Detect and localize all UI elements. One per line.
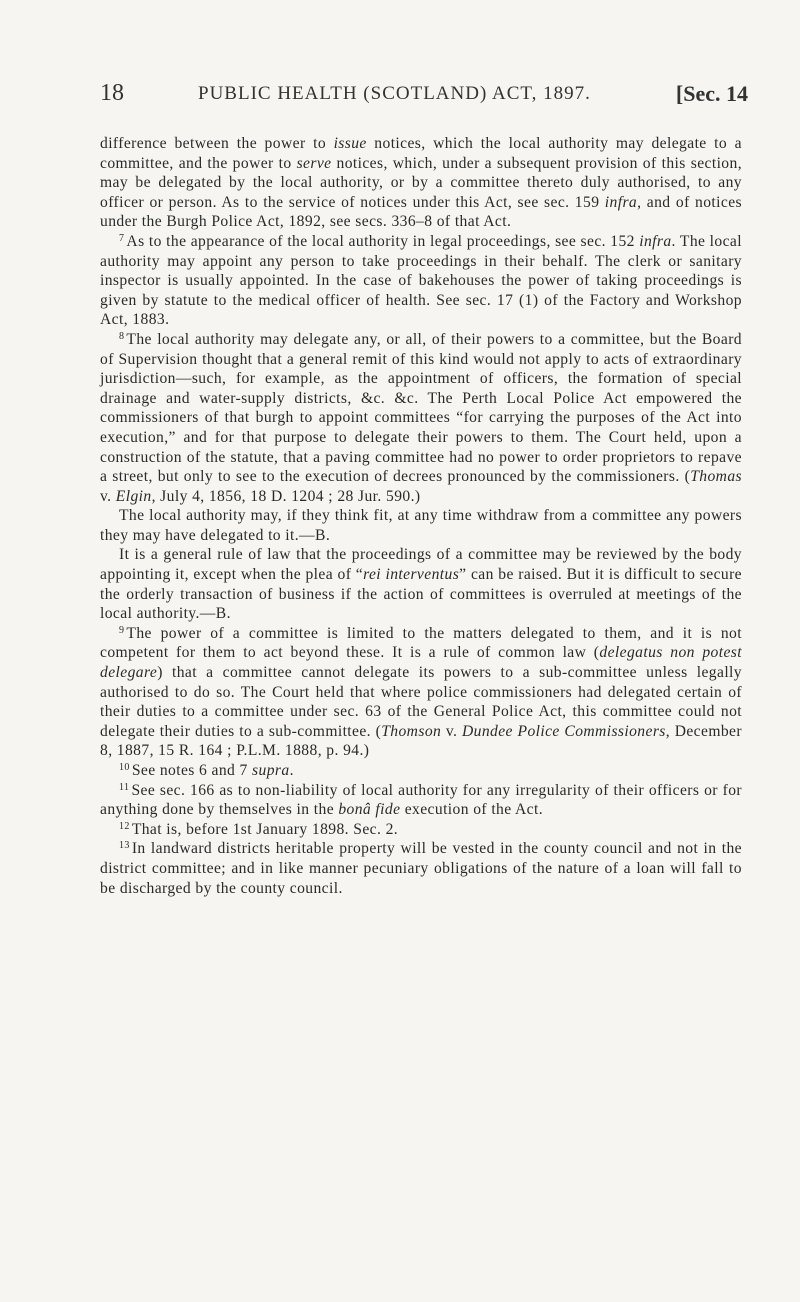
footnote-13: $^{13}$ In landward districts heritable property will be vested in the county council and not in the district committee; and in like manner pecuniary obligations of the nature of a loan will fall to be discharged by the county council. [100, 840, 742, 897]
footnote-12: $^{12}$ That is, before 1st January 1898. Sec. 2. [119, 820, 399, 838]
paragraph-continuation: difference between the power to issue notices, which the local authority may delegate to a committee, and the power to serve notices, which, under a subsequent provision of this section, may be delegated by the local authority, or by a committee thereto duly authorised, to any officer or person. As to the service of notices under this Act, see sec. 159 infra, and of notices under the Burgh Police Act, 1892, see secs. 336–8 of that Act. [100, 135, 742, 231]
note-marker: 13 [119, 840, 130, 852]
note-marker: 10 [119, 762, 130, 773]
footnote-9: $^9$ The power of a committee is limited to the matters delegated to them, and it is not competent for them to act beyond these. It is a rule of common law (delegatus non potest delegare) that a committee cannot delegate its powers to a sub-committee unless legally authorised to do so. The Court held that where police commissioners had delegated certain of their duties to a committee under sec. 63 of the General Police Act, this committee could not delegate their duties to a sub-committee. (Thomson v. Dundee Police Commissioners, December 8, 1887, 15 R. 164 ; P.L.M. 1888, p. 94.) [100, 624, 742, 760]
note-marker: 9 [119, 624, 125, 636]
footnote-10: $^{10}$ See notes 6 and 7 supra. [119, 762, 294, 779]
footnote-11: $^{11}$ See sec. 166 as to non-liability of local authority for any irregularity of their officers or for anything done by themselves in the bonâ fide execution of the Act. [100, 781, 742, 819]
paragraph: It is a general rule of law that the proceedings of a committee may be reviewed by the body appointing it, except when the plea of “rei interventus” can be raised. But it is difficult to secure the orderly transaction of business if the action of committees is overruled at meetings of the local authority.—B. [100, 546, 742, 623]
section-reference: [Sec. 14 [675, 81, 748, 106]
footnote-8: $^8$ The local authority may delegate any, or all, of their powers to a committee, but the Board of Supervision thought that a general remit of this kind would not apply to acts of extraordinary jurisdiction—such, for example, as the appointment of officers, the formation of special drainage and water-supply districts, &c. &c. The Perth Local Police Act empowered the commissioners of that burgh to appoint committees “for carrying the purposes of the Act into execution,” and for that purpose to delegate their powers to them. The Court held, upon a construction of the statute, that a paving committee had no power to order proprietors to repave a street, but only to see to the execution of decrees pronounced by the commissioners. (Thomas v. Elgin, July 4, 1856, 18 D. 1204 ; 28 Jur. 590.) [100, 330, 742, 505]
page-header [100, 80, 748, 114]
running-title: PUBLIC HEALTH (SCOTLAND) ACT, 1897. [198, 83, 591, 104]
footnotes-body [100, 134, 742, 898]
note-marker: 11 [119, 781, 130, 793]
note-marker: 7 [119, 232, 125, 244]
page-number: 18 [100, 80, 124, 106]
note-marker: 8 [119, 330, 125, 342]
footnote-7: $^7$ As to the appearance of the local authority in legal proceedings, see sec. 152 infra. The local authority may appoint any person to take proceedings in their behalf. The clerk or sanitary inspector is usually appointed. In the case of bakehouses the power of taking proceedings is given by statute to the medical officer of health. See sec. 17 (1) of the Factory and Workshop Act, 1883. [100, 232, 742, 329]
paragraph: The local authority may, if they think fit, at any time withdraw from a committee any powers they may have delegated to it.—B. [100, 507, 742, 544]
note-marker: 12 [119, 820, 130, 832]
